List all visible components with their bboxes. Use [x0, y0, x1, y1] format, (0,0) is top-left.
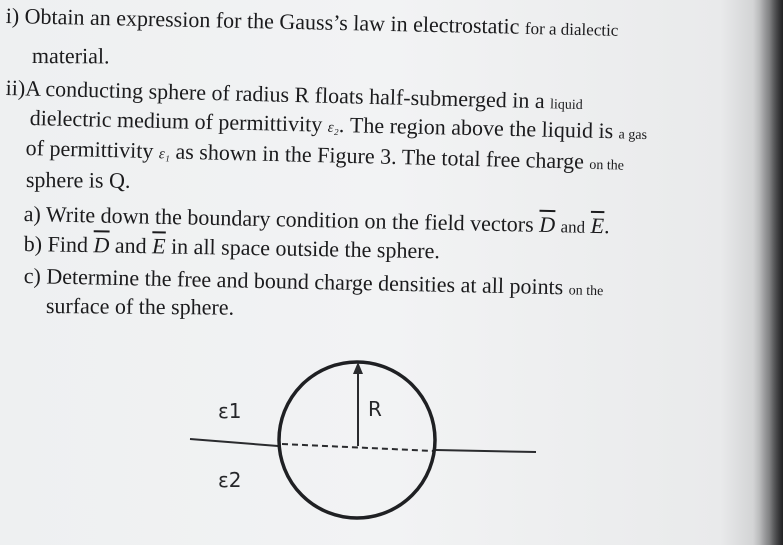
part-ii-line-3b: as shown in the Figure 3. The total free charge: [175, 138, 585, 174]
part-ii-line-4: sphere is Q.: [25, 167, 131, 193]
sub-b-d-vector: $\overline{D}$: [93, 232, 110, 258]
part-ii-line-2b: . The region above the liquid is: [338, 112, 614, 144]
part-ii-text: ii)A conducting sphere of radius R floats half-submerged in a: [5, 75, 545, 114]
sub-b-and: and: [114, 232, 147, 259]
sub-a-e-vector: $\overline{E}$: [590, 212, 605, 239]
part-ii-line-3-tail: on the: [589, 157, 625, 174]
epsilon-2-symbol: ε₂: [327, 119, 340, 137]
epsilon-1-label: ε1: [218, 399, 242, 423]
part-i-line-2: material.: [31, 43, 110, 69]
sub-a-text: a) Write down the boundary condition on the field vectors: [23, 201, 534, 237]
sub-b-text: b) Find: [23, 231, 89, 258]
radius-label: R: [368, 397, 382, 421]
epsilon-1-symbol: ε₁: [158, 146, 171, 163]
sub-a-d-vector: $\overline{D}$: [538, 211, 556, 238]
sub-b-e-vector: $\overline{E}$: [151, 233, 166, 259]
part-ii-line-2-tail: a gas: [618, 127, 648, 144]
part-ii-line-2a: dielectric medium of permittivity: [29, 105, 323, 137]
sub-c-text: c) Determine the free and bound charge densities at all points: [23, 263, 564, 300]
part-ii-line-3a: of permittivity: [25, 135, 154, 164]
part-ii-tail: liquid: [549, 97, 583, 114]
part-i-text: i) Obtain an expression for the Gauss’s law in electrostatic: [5, 3, 520, 39]
sub-a-end: .: [603, 213, 610, 239]
sub-c-tail: on the: [568, 283, 604, 300]
sub-a-and: and: [560, 217, 586, 237]
interface-line-right: [436, 450, 536, 452]
page-edge-shadow: [753, 0, 783, 545]
part-i-tail: for a dialectic: [524, 18, 619, 40]
sub-b-rest: in all space outside the sphere.: [170, 233, 441, 264]
sub-question-c-line-2: surface of the sphere.: [45, 293, 235, 320]
interface-line-left: [190, 439, 278, 446]
epsilon-2-label: ε2: [218, 468, 242, 492]
